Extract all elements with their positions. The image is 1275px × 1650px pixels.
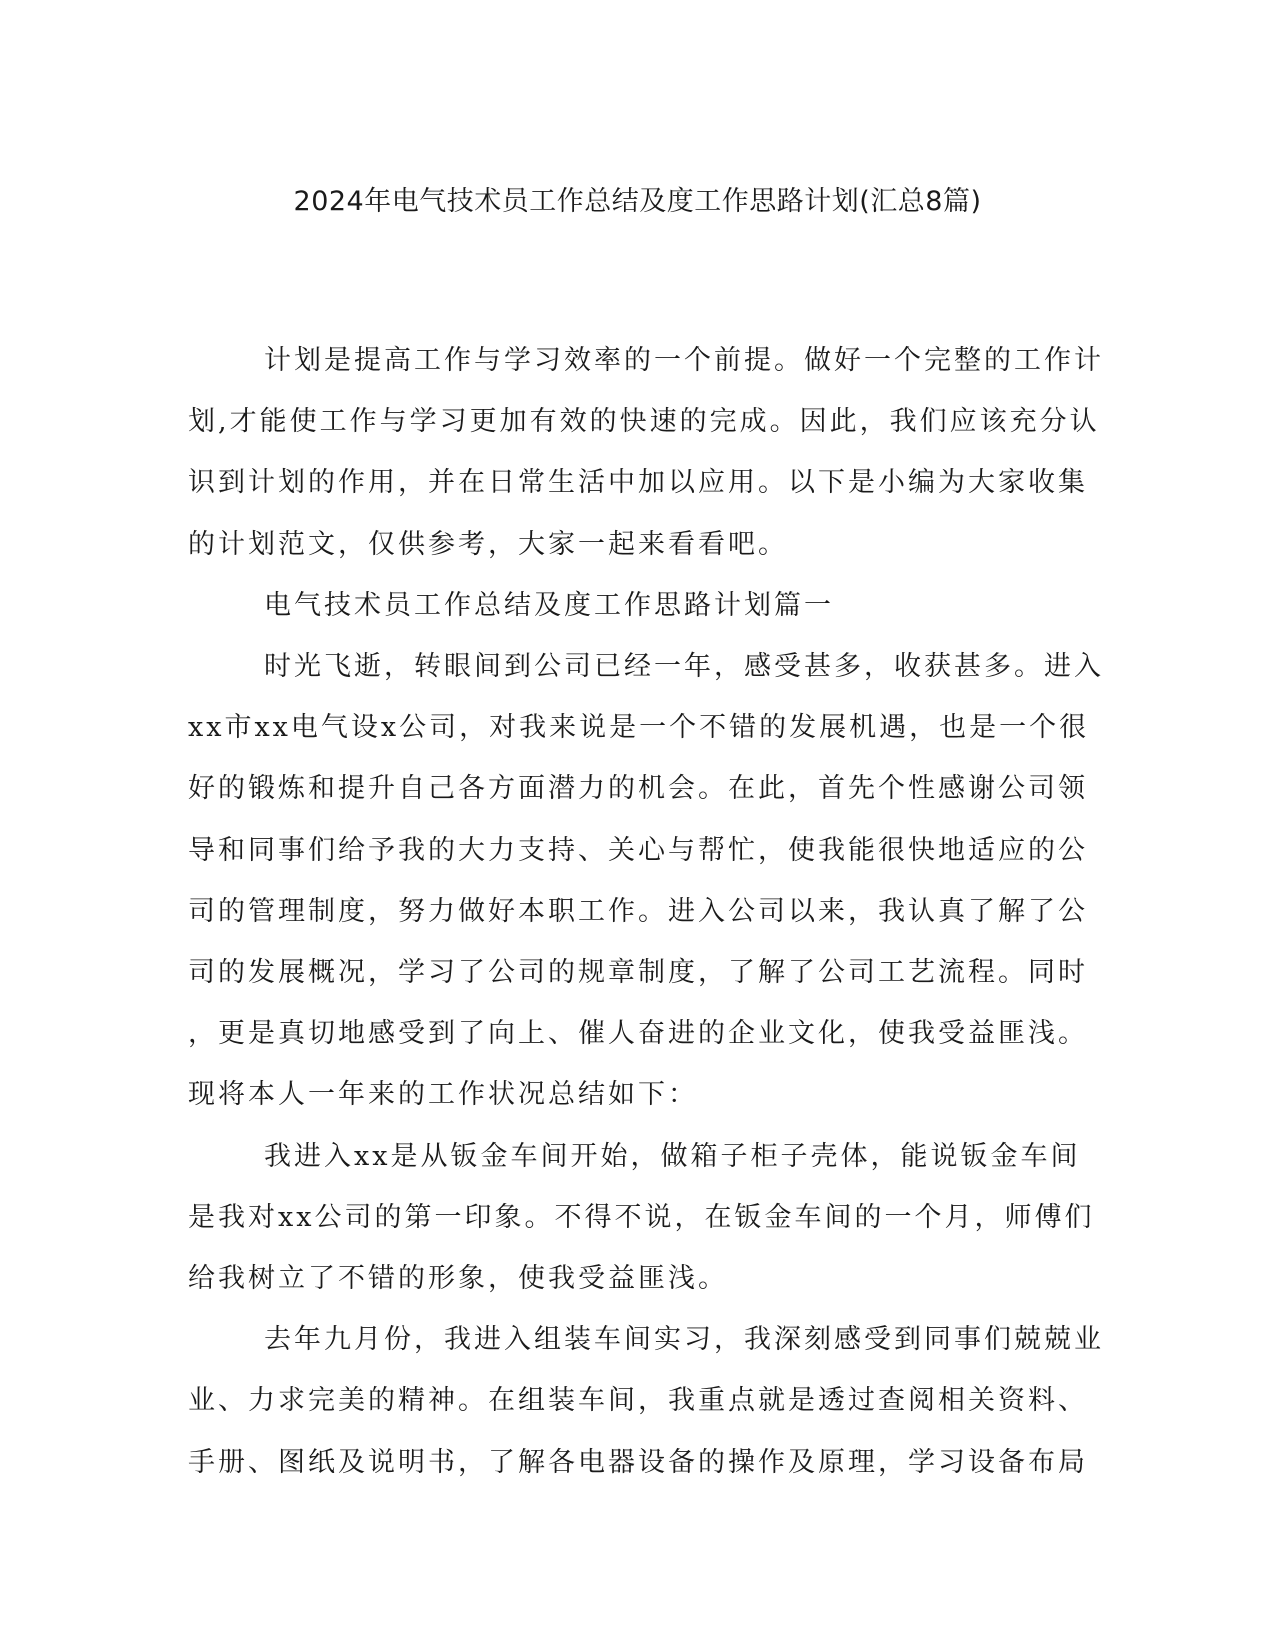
text-line: 我进入xx是从钣金车间开始，做箱子柜子壳体，能说钣金车间 [264, 1140, 1081, 1172]
text-line: 业、力求完美的精神。在组装车间，我重点就是透过查阅相关资料、 [188, 1385, 1088, 1417]
document-title: 2024年电气技术员工作总结及度工作思路计划(汇总8篇) [293, 186, 982, 217]
text-line: ，更是真切地感受到了向上、催人奋进的企业文化，使我受益匪浅。 [188, 1018, 1088, 1050]
text-line: 现将本人一年来的工作状况总结如下： [188, 1079, 698, 1111]
text-line: 的计划范文，仅供参考，大家一起来看看吧。 [188, 528, 788, 560]
paragraph-intro [188, 330, 1104, 575]
text-line: 导和同事们给予我的大力支持、关心与帮忙，使我能很快地适应的公 [188, 834, 1088, 866]
text-line: 给我树立了不错的形象，使我受益匪浅。 [188, 1263, 728, 1295]
text-line: 识到计划的作用，并在日常生活中加以应用。以下是小编为大家收集 [188, 467, 1088, 499]
text-line: 好的锻炼和提升自己各方面潜力的机会。在此，首先个性感谢公司领 [188, 773, 1088, 805]
document-body [188, 330, 1104, 1493]
text-line: 手册、图纸及说明书，了解各电器设备的操作及原理，学习设备布局 [188, 1446, 1088, 1478]
section-heading [188, 575, 1068, 636]
text-line: 划,才能使工作与学习更加有效的快速的完成。因此，我们应该充分认 [188, 406, 1100, 438]
text-line: 去年九月份，我进入组装车间实习，我深刻感受到同事们兢兢业 [264, 1324, 1104, 1356]
paragraph-2 [188, 1126, 1095, 1310]
text-line: 是我对xx公司的第一印象。不得不说，在钣金车间的一个月，师傅们 [188, 1201, 1095, 1233]
paragraph-1 [188, 636, 1104, 1126]
paragraph-3 [188, 1309, 1104, 1493]
text-line: 司的管理制度，努力做好本职工作。进入公司以来，我认真了解了公 [188, 895, 1088, 927]
text-line: 司的发展概况，学习了公司的规章制度，了解了公司工艺流程。同时 [188, 957, 1088, 989]
text-line: 计划是提高工作与学习效率的一个前提。做好一个完整的工作计 [264, 345, 1104, 376]
section-heading-text: 电气技术员工作总结及度工作思路计划篇一 [264, 589, 834, 621]
text-line: 时光飞逝，转眼间到公司已经一年，感受甚多，收获甚多。进入 [264, 651, 1104, 683]
text-line: xx市xx电气设x公司，对我来说是一个不错的发展机遇，也是一个很 [188, 712, 1090, 744]
